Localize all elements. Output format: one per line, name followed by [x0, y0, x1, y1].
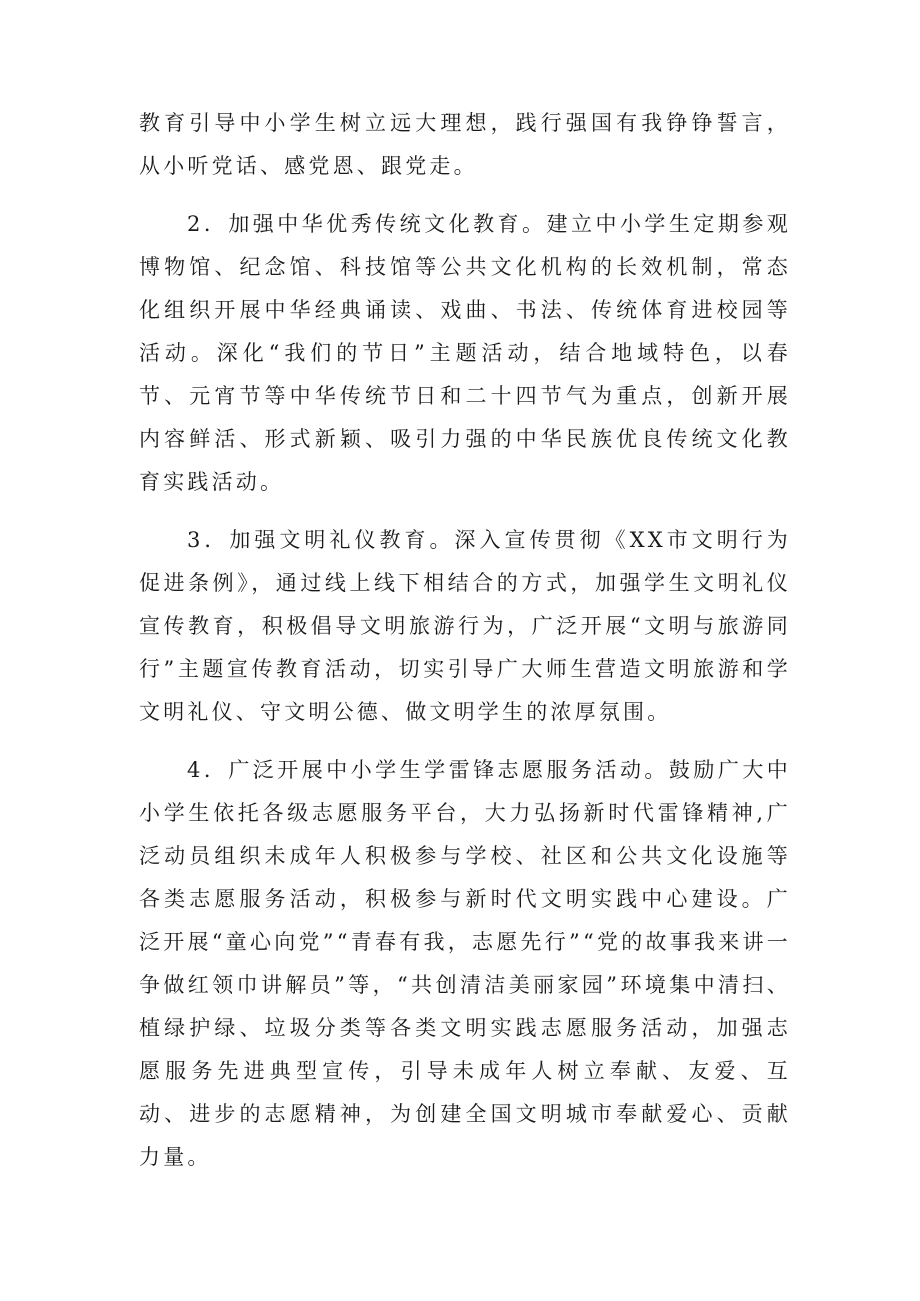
- paragraph-traditional-culture: 2．加强中华优秀传统文化教育。建立中小学生定期参观博物馆、纪念馆、科技馆等公共文化机构的长效机制，常态化组织开展中华经典诵读、戏曲、书法、传统体育进校园等活动。深化“我们的节日”主题活动，结合地域特色，以春节、元宵节等中华传统节日和二十四节气为重点，创新开展内容鲜活、形式新颖、吸引力强的中华民族优良传统文化教育实践活动。: [139, 212, 791, 494]
- paragraph-volunteer-service: 4．广泛开展中小学生学雷锋志愿服务活动。鼓励广大中小学生依托各级志愿服务平台，大力弘扬新时代雷锋精神,广泛动员组织未成年人积极参与学校、社区和公共文化设施等各类志愿服务活动，积极参与新时代文明实践中心建设。广泛开展“童心向党”“青春有我，志愿先行”“党的故事我来讲一争做红领巾讲解员”等，“共创清洁美丽家园”环境集中清扫、植绿护绿、垃圾分类等各类文明实践志愿服务活动，加强志愿服务先进典型宣传，引导未成年人树立奉献、友爱、互动、进步的志愿精神，为创建全国文明城市奉献爱心、贡献力量。: [139, 758, 791, 1169]
- paragraph-civility-etiquette: 3．加强文明礼仪教育。深入宣传贯彻《XX市文明行为促进条例》，通过线上线下相结合的方式，加强学生文明礼仪宣传教育，积极倡导文明旅游行为，广泛开展“文明与旅游同行”主题宣传教育活动，切实引导广大师生营造文明旅游和学文明礼仪、守文明公德、做文明学生的浓厚氛围。: [139, 528, 791, 724]
- document-body: [139, 102, 791, 1194]
- paragraph-continuation: 教育引导中小学生树立远大理想，践行强国有我铮铮誓言，从小听党话、感党恩、跟党走。: [139, 111, 791, 178]
